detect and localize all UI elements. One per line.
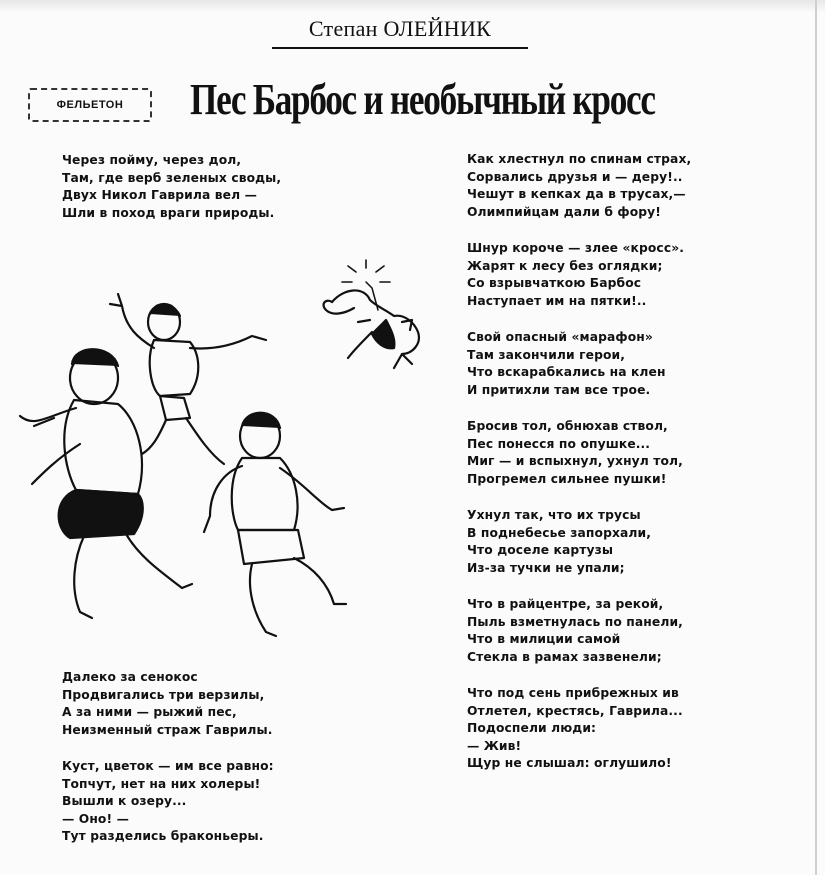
poem-line: Стекла в рамах зазвенели; bbox=[467, 649, 662, 664]
poem-line: Бросив тол, обнюхав ствол, bbox=[467, 419, 668, 433]
stanza bbox=[467, 418, 787, 488]
poem-line: Что в милиции самой bbox=[467, 632, 621, 646]
poem-line: Сорвались друзья и — деру!.. bbox=[467, 169, 683, 184]
stanza bbox=[467, 240, 787, 310]
stanza bbox=[467, 507, 787, 577]
poem-line: Чешут в кепках да в трусах,— bbox=[467, 187, 686, 201]
poem-line: В поднебесье запорхали, bbox=[467, 525, 651, 540]
poem-column-left-bottom bbox=[62, 669, 362, 865]
poem-line: Со взрывчаткою Барбос bbox=[467, 276, 642, 290]
author-underline bbox=[272, 47, 528, 49]
poem-line: Щур не слышал: оглушило! bbox=[467, 756, 672, 770]
poem-column-right bbox=[467, 151, 787, 792]
poem-line: Что доселе картузы bbox=[467, 543, 614, 557]
poem-line: Топчут, нет на них холеры! bbox=[62, 776, 261, 791]
poem-line: Что под сень прибрежных ив bbox=[467, 686, 679, 700]
article-title: Пес Барбос и необычный кросс bbox=[190, 75, 655, 124]
cartoon-illustration bbox=[14, 258, 434, 648]
poem-column-left-top bbox=[62, 152, 362, 241]
poem-line: Через пойму, через дол, bbox=[62, 153, 242, 167]
stanza bbox=[467, 685, 787, 773]
poem-line: Двух Никол Гаврила вел — bbox=[62, 188, 257, 202]
poem-line: Что вскарабкались на клен bbox=[467, 365, 666, 379]
stanza bbox=[62, 152, 362, 222]
poem-line: — Оно! — bbox=[62, 811, 129, 826]
rubric-label: ФЕЛЬЕТОН bbox=[28, 88, 152, 122]
poem-line: Вышли к озеру... bbox=[62, 794, 187, 808]
poem-line: Свой опасный «марафон» bbox=[467, 330, 653, 344]
poem-line: Как хлестнул по спинам страх, bbox=[467, 152, 692, 166]
poem-line: И притихли там все трое. bbox=[467, 382, 651, 397]
poem-line: Пыль взметнулась по панели, bbox=[467, 614, 683, 629]
poem-line: Жарят к лесу без оглядки; bbox=[467, 258, 663, 273]
author-byline bbox=[270, 16, 530, 42]
stanza bbox=[62, 758, 362, 846]
poem-line: Продвигались три верзилы, bbox=[62, 687, 265, 702]
author-first-name: Степан bbox=[308, 16, 378, 41]
page-edge bbox=[815, 0, 817, 875]
poem-line: Пес понесся по опушке... bbox=[467, 436, 651, 451]
poem-line: Что в райцентре, за рекой, bbox=[467, 597, 664, 611]
poem-line: Подоспели люди: bbox=[467, 721, 597, 735]
poem-line: Тут разделись браконьеры. bbox=[62, 829, 264, 843]
poem-line: Там, где верб зеленых своды, bbox=[62, 170, 282, 185]
poem-line: Отлетел, крестясь, Гаврила... bbox=[467, 703, 683, 718]
scan-artifact bbox=[0, 0, 825, 14]
poem-line: Миг — и вспыхнул, ухнул тол, bbox=[467, 454, 683, 468]
poem-line: Шли в поход враги природы. bbox=[62, 205, 275, 220]
author-last-name: ОЛЕЙНИК bbox=[383, 16, 492, 41]
poem-line: Из-за тучки не упали; bbox=[467, 560, 625, 575]
poem-line: Там закончили герои, bbox=[467, 347, 626, 362]
poem-line: Ухнул так, что их трусы bbox=[467, 508, 641, 522]
poem-line: — Жив! bbox=[467, 738, 522, 753]
cartoon-three-men-fleeing-dog-icon bbox=[14, 258, 434, 648]
poem-line: Шнур короче — злее «кросс». bbox=[467, 241, 685, 255]
poem-line: Наступает им на пятки!.. bbox=[467, 293, 647, 308]
poem-line: А за ними — рыжий пес, bbox=[62, 705, 237, 719]
stanza bbox=[467, 596, 787, 666]
stanza bbox=[62, 669, 362, 739]
stanza bbox=[467, 329, 787, 399]
poem-line: Далеко за сенокос bbox=[62, 670, 198, 684]
stanza bbox=[467, 151, 787, 221]
poem-line: Прогремел сильнее пушки! bbox=[467, 471, 667, 486]
poem-line: Куст, цветок — им все равно: bbox=[62, 759, 274, 773]
poem-line: Олимпийцам дали б фору! bbox=[467, 204, 661, 219]
poem-line: Неизменный страж Гаврилы. bbox=[62, 722, 273, 737]
